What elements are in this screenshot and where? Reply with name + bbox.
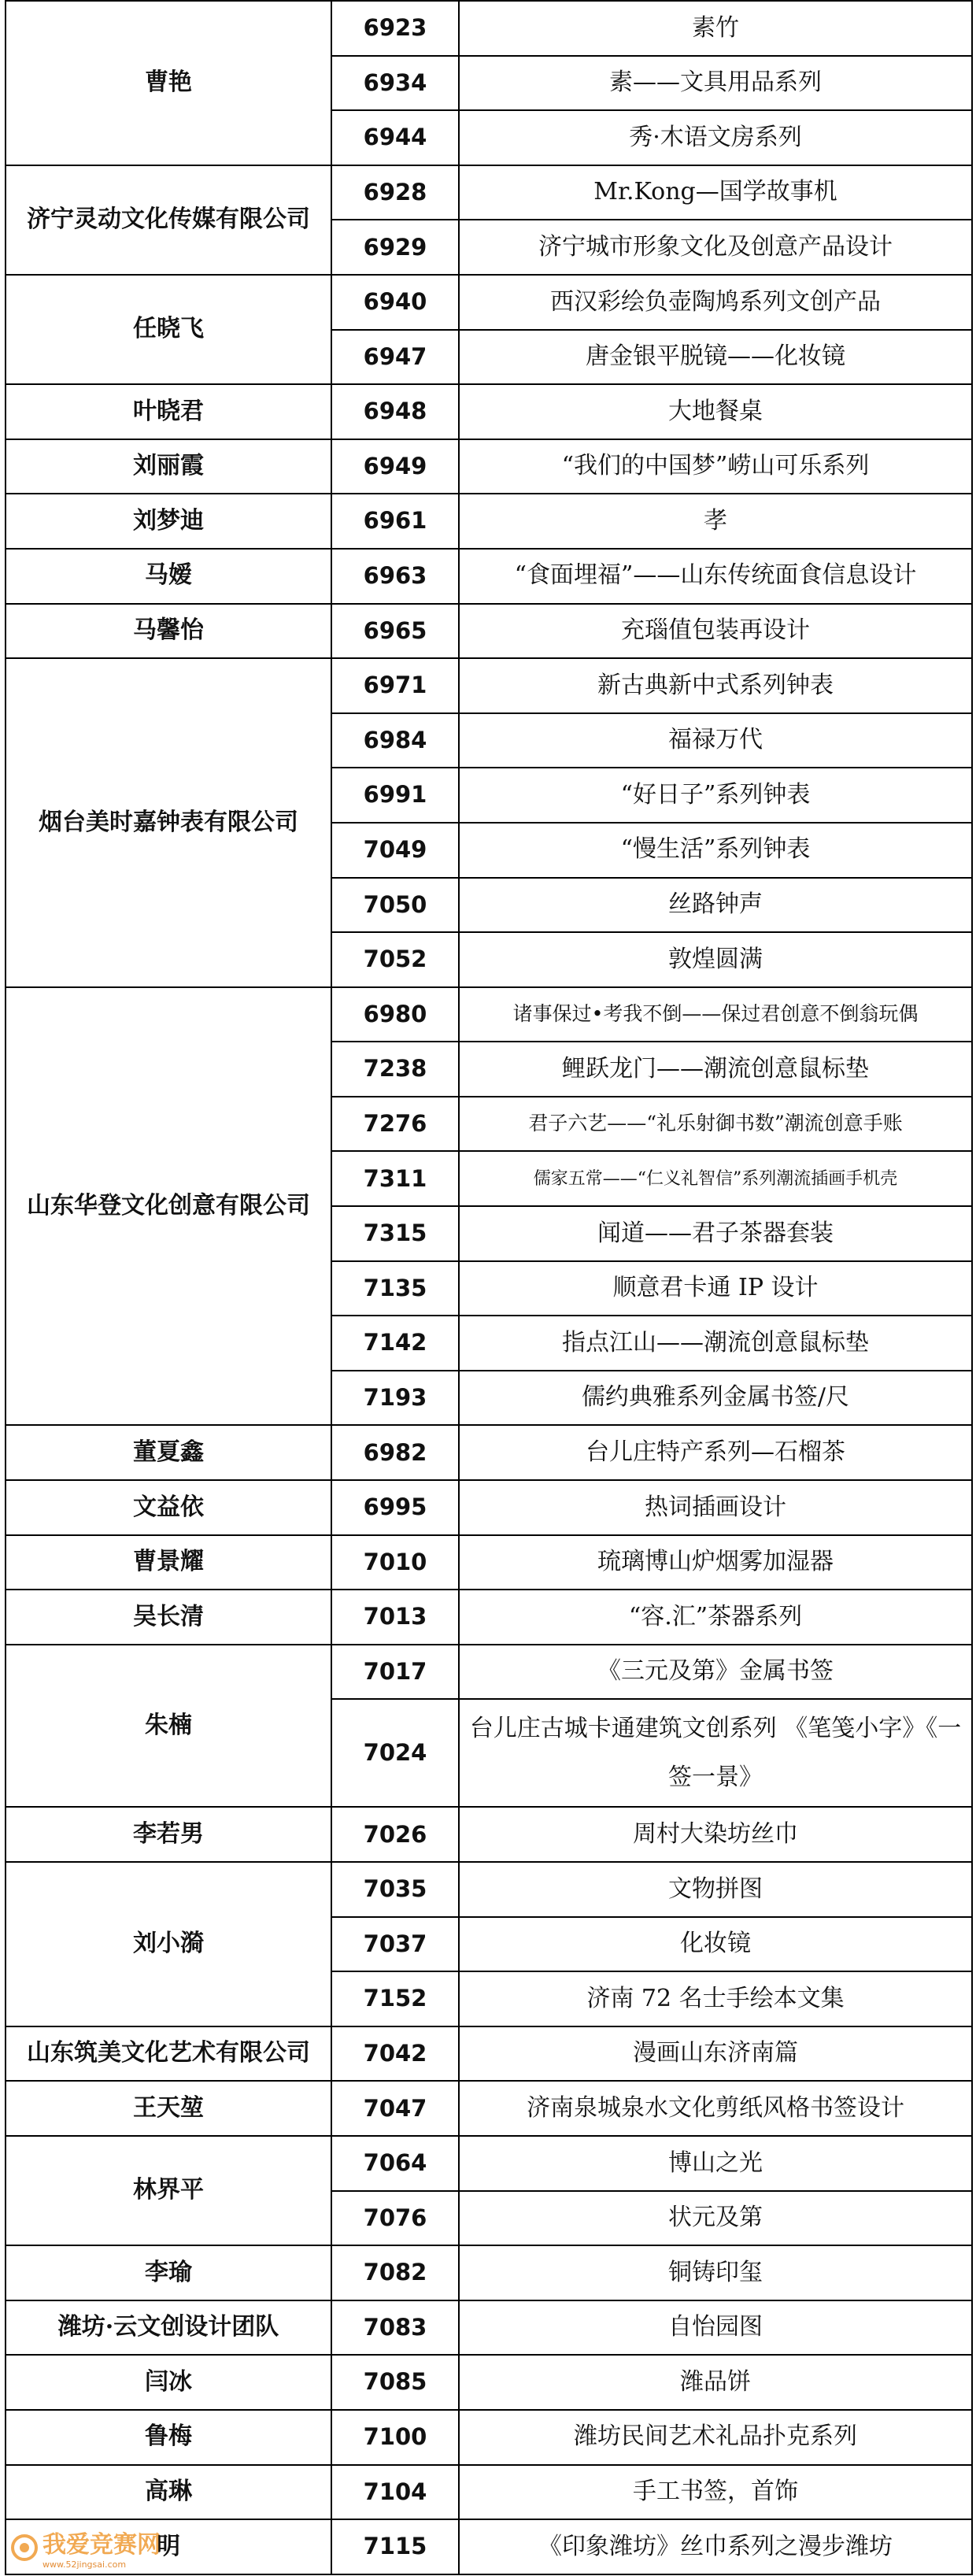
entry-id-cell: 6963 — [331, 549, 459, 604]
entry-id-cell: 6929 — [331, 220, 459, 275]
entry-title-cell: 台儿庄古城卡通建筑文创系列 《笔笺小字》《一签一景》 — [459, 1699, 972, 1807]
watermark-logo-icon — [11, 2534, 38, 2561]
table-row — [6, 549, 972, 604]
entry-id-cell: 6948 — [331, 384, 459, 439]
entry-title-cell: 济宁城市形象文化及创意产品设计 — [459, 220, 972, 275]
owner-cell: 马嫒 — [6, 549, 331, 604]
table-row — [6, 2410, 972, 2465]
watermark-text: 我爱竞赛网 — [43, 2531, 161, 2559]
entry-title-cell: 诸事保过•考我不倒——保过君创意不倒翁玩偶 — [459, 987, 972, 1042]
entry-id-cell: 7276 — [331, 1097, 459, 1152]
entry-id-cell: 7017 — [331, 1645, 459, 1700]
entry-title-cell: 博山之光 — [459, 2136, 972, 2191]
entry-title-cell: 台儿庄特产系列—石榴茶 — [459, 1425, 972, 1480]
entry-id-cell: 6944 — [331, 110, 459, 165]
owner-cell: 明 — [6, 2519, 331, 2574]
owner-cell: 王天堃 — [6, 2081, 331, 2136]
table-row — [6, 987, 972, 1042]
entry-id-cell: 6928 — [331, 165, 459, 220]
entry-id-cell: 6980 — [331, 987, 459, 1042]
entry-title-cell: 潍坊民间艺术礼品扑克系列 — [459, 2410, 972, 2465]
entry-id-cell: 7311 — [331, 1151, 459, 1206]
entry-title-cell: 手工书签，首饰 — [459, 2465, 972, 2520]
entry-title-cell: 鲤跃龙门——潮流创意鼠标垫 — [459, 1042, 972, 1097]
owner-cell: 李瑜 — [6, 2245, 331, 2300]
owner-cell: 刘丽霞 — [6, 439, 331, 494]
entry-id-cell: 6984 — [331, 713, 459, 768]
table-row — [6, 165, 972, 220]
entry-id-cell: 7047 — [331, 2081, 459, 2136]
owner-cell: 文益依 — [6, 1480, 331, 1535]
entry-title-cell: 铜铸印玺 — [459, 2245, 972, 2300]
entry-id-cell: 7049 — [331, 823, 459, 878]
table-row — [6, 439, 972, 494]
entry-title-cell: 《印象潍坊》丝巾系列之漫步潍坊 — [459, 2519, 972, 2574]
entry-id-cell: 7037 — [331, 1917, 459, 1972]
owner-cell: 鲁梅 — [6, 2410, 331, 2465]
entry-id-cell: 6947 — [331, 330, 459, 385]
entry-title-cell: 丝路钟声 — [459, 878, 972, 933]
table-row — [6, 1862, 972, 1917]
table-row — [6, 1807, 972, 1862]
table-row — [6, 1535, 972, 1590]
owner-cell: 曹景耀 — [6, 1535, 331, 1590]
entry-id-cell: 6995 — [331, 1480, 459, 1535]
entry-id-cell: 7100 — [331, 2410, 459, 2465]
entry-id-cell: 7115 — [331, 2519, 459, 2574]
table-row — [6, 604, 972, 659]
table-row — [6, 1480, 972, 1535]
owner-cell: 任晓飞 — [6, 275, 331, 384]
entry-title-cell: 热词插画设计 — [459, 1480, 972, 1535]
entry-title-cell: 顺意君卡通 IP 设计 — [459, 1261, 972, 1316]
entry-title-cell: 秀·木语文房系列 — [459, 110, 972, 165]
entry-title-cell: 闻道——君子茶器套装 — [459, 1206, 972, 1261]
table-row — [6, 2465, 972, 2520]
entry-id-cell: 7315 — [331, 1206, 459, 1261]
owner-cell: 董夏鑫 — [6, 1425, 331, 1480]
entry-title-cell: “食面埋福”——山东传统面食信息设计 — [459, 549, 972, 604]
owner-cell: 曹艳 — [6, 1, 331, 165]
entry-id-cell: 7152 — [331, 1971, 459, 2026]
owner-cell: 林界平 — [6, 2136, 331, 2245]
entry-id-cell: 7142 — [331, 1316, 459, 1371]
table-row — [6, 2355, 972, 2410]
entry-title-cell: 素竹 — [459, 1, 972, 56]
entry-title-cell: 济南泉城泉水文化剪纸风格书签设计 — [459, 2081, 972, 2136]
entry-id-cell: 6940 — [331, 275, 459, 330]
entry-id-cell: 7076 — [331, 2191, 459, 2246]
entry-title-cell: 漫画山东济南篇 — [459, 2026, 972, 2082]
owner-cell: 刘小漪 — [6, 1862, 331, 2026]
owner-cell: 刘梦迪 — [6, 494, 331, 549]
entry-title-cell: “我们的中国梦”崂山可乐系列 — [459, 439, 972, 494]
entry-title-cell: “好日子”系列钟表 — [459, 768, 972, 823]
entry-id-cell: 7050 — [331, 878, 459, 933]
entry-title-cell: 西汉彩绘负壶陶鸠系列文创产品 — [459, 275, 972, 330]
entry-id-cell: 6923 — [331, 1, 459, 56]
entry-id-cell: 7082 — [331, 2245, 459, 2300]
entry-id-cell: 6949 — [331, 439, 459, 494]
entry-id-cell: 6934 — [331, 56, 459, 111]
entry-id-cell: 7104 — [331, 2465, 459, 2520]
entry-id-cell: 7026 — [331, 1807, 459, 1862]
entry-title-cell: 指点江山——潮流创意鼠标垫 — [459, 1316, 972, 1371]
owner-cell: 朱楠 — [6, 1645, 331, 1808]
entry-title-cell: 《三元及第》金属书签 — [459, 1645, 972, 1700]
entry-id-cell: 7083 — [331, 2300, 459, 2356]
entry-title-cell: 君子六艺——“礼乐射御书数”潮流创意手账 — [459, 1097, 972, 1152]
entry-id-cell: 6971 — [331, 658, 459, 713]
entry-id-cell: 7052 — [331, 932, 459, 987]
entry-title-cell: 儒家五常——“仁义礼智信”系列潮流插画手机壳 — [459, 1151, 972, 1206]
entry-id-cell: 7013 — [331, 1590, 459, 1645]
entry-title-cell: 孝 — [459, 494, 972, 549]
entry-id-cell: 7064 — [331, 2136, 459, 2191]
entry-id-cell: 7085 — [331, 2355, 459, 2410]
owner-cell: 叶晓君 — [6, 384, 331, 439]
entry-title-cell: 儒约典雅系列金属书签/尺 — [459, 1371, 972, 1426]
entry-id-cell: 6991 — [331, 768, 459, 823]
entry-title-cell: 敦煌圆满 — [459, 932, 972, 987]
table-row — [6, 2136, 972, 2191]
watermark-url: www.52jingsai.com — [43, 2559, 127, 2570]
entry-title-cell: 自怡园图 — [459, 2300, 972, 2356]
table-row — [6, 2300, 972, 2356]
entry-id-cell: 7042 — [331, 2026, 459, 2082]
entry-title-cell: 状元及第 — [459, 2191, 972, 2246]
table-row — [6, 2081, 972, 2136]
entry-id-cell: 6965 — [331, 604, 459, 659]
owner-cell: 济宁灵动文化传媒有限公司 — [6, 165, 331, 275]
owner-cell: 烟台美时嘉钟表有限公司 — [6, 658, 331, 987]
entry-id-cell: 6961 — [331, 494, 459, 549]
entry-title-cell: 琉璃博山炉烟雾加湿器 — [459, 1535, 972, 1590]
entry-id-cell: 7010 — [331, 1535, 459, 1590]
owner-cell: 高琳 — [6, 2465, 331, 2520]
owner-cell: 马馨怡 — [6, 604, 331, 659]
table-row — [6, 1590, 972, 1645]
entry-title-cell: 素——文具用品系列 — [459, 56, 972, 111]
entry-title-cell: 福禄万代 — [459, 713, 972, 768]
entry-title-cell: “慢生活”系列钟表 — [459, 823, 972, 878]
entry-title-cell: 充瑙值包装再设计 — [459, 604, 972, 659]
owner-cell: 李若男 — [6, 1807, 331, 1862]
entry-id-cell: 6982 — [331, 1425, 459, 1480]
entry-title-cell: 周村大染坊丝巾 — [459, 1807, 972, 1862]
entry-title-cell: Mr.Kong—国学故事机 — [459, 165, 972, 220]
entry-title-cell: 大地餐桌 — [459, 384, 972, 439]
owner-cell: 闫冰 — [6, 2355, 331, 2410]
entry-title-cell: 文物拼图 — [459, 1862, 972, 1917]
site-watermark — [11, 2525, 161, 2570]
entry-id-cell: 7024 — [331, 1699, 459, 1807]
owner-cell: 山东华登文化创意有限公司 — [6, 987, 331, 1426]
entry-title-cell: 化妆镜 — [459, 1917, 972, 1972]
entries-table — [5, 0, 973, 2575]
entry-title-cell: 唐金银平脱镜——化妆镜 — [459, 330, 972, 385]
entry-id-cell: 7135 — [331, 1261, 459, 1316]
table-row — [6, 2245, 972, 2300]
table-row — [6, 384, 972, 439]
entry-title-cell: 新古典新中式系列钟表 — [459, 658, 972, 713]
owner-cell: 潍坊·云文创设计团队 — [6, 2300, 331, 2356]
entry-id-cell: 7193 — [331, 1371, 459, 1426]
owner-cell: 山东筑美文化艺术有限公司 — [6, 2026, 331, 2082]
entry-title-cell: 济南 72 名士手绘本文集 — [459, 1971, 972, 2026]
entry-title-cell: “容.汇”茶器系列 — [459, 1590, 972, 1645]
entry-title-cell: 潍品饼 — [459, 2355, 972, 2410]
owner-cell: 吴长清 — [6, 1590, 331, 1645]
table-row — [6, 1425, 972, 1480]
entry-id-cell: 7035 — [331, 1862, 459, 1917]
table-row — [6, 275, 972, 330]
table-row — [6, 1, 972, 56]
table-row — [6, 2026, 972, 2082]
table-row — [6, 658, 972, 713]
table-row — [6, 1645, 972, 1700]
table-row — [6, 494, 972, 549]
entry-id-cell: 7238 — [331, 1042, 459, 1097]
